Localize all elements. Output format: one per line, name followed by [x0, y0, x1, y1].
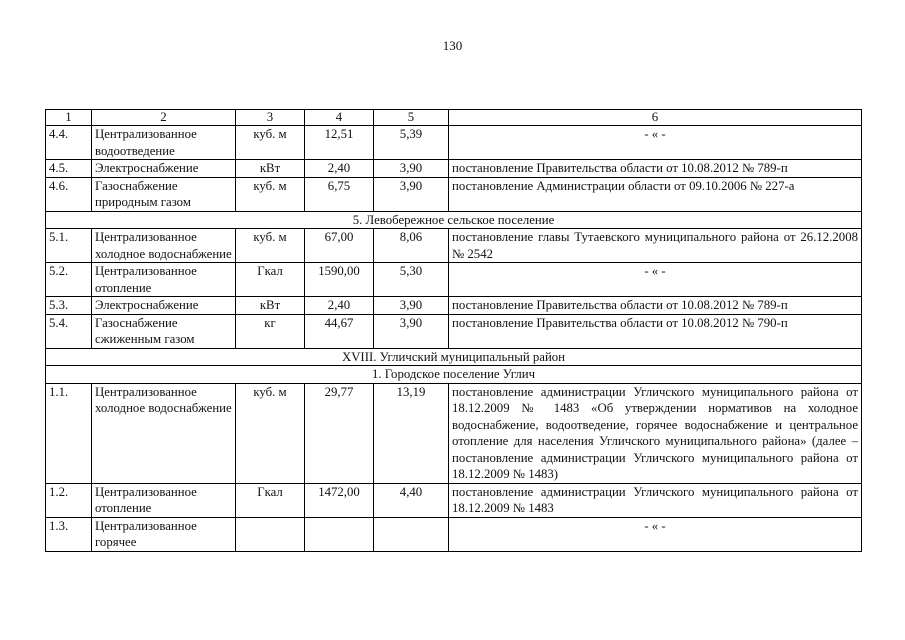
service-name-cell: Газоснабжение сжиженным газом: [92, 314, 236, 348]
rate-value-cell: 13,19: [374, 383, 449, 483]
header-cell-2: 2: [92, 110, 236, 126]
rate-value-cell: 5,30: [374, 263, 449, 297]
unit-cell: куб. м: [236, 177, 305, 211]
row-number-cell: 5.2.: [46, 263, 92, 297]
header-cell-1: 1: [46, 110, 92, 126]
header-cell-5: 5: [374, 110, 449, 126]
document-cell: - « -: [449, 263, 862, 297]
table-row: [46, 126, 862, 160]
service-name-cell: Электроснабжение: [92, 297, 236, 315]
norm-value-cell: 1590,00: [305, 263, 374, 297]
header-cell-4: 4: [305, 110, 374, 126]
row-number-cell: 5.1.: [46, 229, 92, 263]
document-cell: постановление администрации Угличского муниципального района от 18.12.2009 № 1483: [449, 483, 862, 517]
header-cell-3: 3: [236, 110, 305, 126]
rate-value-cell: 5,39: [374, 126, 449, 160]
service-name-cell: Централизованное водоотведение: [92, 126, 236, 160]
document-cell: постановление Правительства области от 10.08.2012 № 789-п: [449, 297, 862, 315]
norm-value-cell: 29,77: [305, 383, 374, 483]
table-row: [46, 517, 862, 551]
rate-value-cell: 3,90: [374, 160, 449, 178]
service-name-cell: Централизованное холодное водоснабжение: [92, 383, 236, 483]
table-row: [46, 263, 862, 297]
norm-value-cell: 2,40: [305, 297, 374, 315]
unit-cell: куб. м: [236, 383, 305, 483]
document-cell: постановление Правительства области от 10.08.2012 № 790-п: [449, 314, 862, 348]
table-row: [46, 314, 862, 348]
document-cell: - « -: [449, 517, 862, 551]
unit-cell: [236, 517, 305, 551]
document-cell: постановление главы Тутаевского муниципального района от 26.12.2008 № 2542: [449, 229, 862, 263]
table-row: [46, 229, 862, 263]
service-name-cell: Электроснабжение: [92, 160, 236, 178]
row-number-cell: 1.2.: [46, 483, 92, 517]
rate-value-cell: 3,90: [374, 177, 449, 211]
rate-value-cell: 3,90: [374, 297, 449, 315]
norm-value-cell: 44,67: [305, 314, 374, 348]
document-cell: постановление Правительства области от 10.08.2012 № 789-п: [449, 160, 862, 178]
rate-value-cell: 4,40: [374, 483, 449, 517]
norm-value-cell: 6,75: [305, 177, 374, 211]
unit-cell: куб. м: [236, 126, 305, 160]
table-body: [46, 110, 862, 552]
norm-value-cell: 67,00: [305, 229, 374, 263]
row-number-cell: 1.3.: [46, 517, 92, 551]
document-cell: - « -: [449, 126, 862, 160]
service-name-cell: Газоснабжение природным газом: [92, 177, 236, 211]
section-row: [46, 348, 862, 366]
norm-value-cell: 2,40: [305, 160, 374, 178]
unit-cell: кВт: [236, 297, 305, 315]
unit-cell: кг: [236, 314, 305, 348]
page-number: 130: [442, 38, 463, 53]
norm-value-cell: 12,51: [305, 126, 374, 160]
table-row: [46, 160, 862, 178]
unit-cell: Гкал: [236, 483, 305, 517]
norm-value-cell: [305, 517, 374, 551]
tariff-table: [45, 109, 862, 552]
rate-value-cell: 3,90: [374, 314, 449, 348]
section-title: 1. Городское поселение Углич: [46, 366, 862, 384]
service-name-cell: Централизованное отопление: [92, 483, 236, 517]
section-title: XVIII. Угличский муниципальный район: [46, 348, 862, 366]
row-number-cell: 1.1.: [46, 383, 92, 483]
rate-value-cell: [374, 517, 449, 551]
section-row: [46, 211, 862, 229]
table-row: [46, 177, 862, 211]
norm-value-cell: 1472,00: [305, 483, 374, 517]
table-row: [46, 383, 862, 483]
table-row: [46, 483, 862, 517]
row-number-cell: 4.4.: [46, 126, 92, 160]
service-name-cell: Централизованное холодное водоснабжение: [92, 229, 236, 263]
service-name-cell: Централизованное отопление: [92, 263, 236, 297]
row-number-cell: 4.5.: [46, 160, 92, 178]
row-number-cell: 5.3.: [46, 297, 92, 315]
document-cell: постановление Администрации области от 09.10.2006 № 227-а: [449, 177, 862, 211]
rate-value-cell: 8,06: [374, 229, 449, 263]
table-header-row: [46, 110, 862, 126]
unit-cell: Гкал: [236, 263, 305, 297]
unit-cell: кВт: [236, 160, 305, 178]
unit-cell: куб. м: [236, 229, 305, 263]
document-cell: постановление администрации Угличского муниципального района от 18.12.2009 № 1483 «Об утверждении нормативов на холодное водоснабжение, водоотведение, горячее водоснабжение и центральное отопление для населения Угличского муниципального района» (далее – постановление администрации Угличского муниципального района от 18.12.2009 № 1483): [449, 383, 862, 483]
row-number-cell: 4.6.: [46, 177, 92, 211]
section-row: [46, 366, 862, 384]
row-number-cell: 5.4.: [46, 314, 92, 348]
header-cell-6: 6: [449, 110, 862, 126]
service-name-cell: Централизованное горячее: [92, 517, 236, 551]
section-title: 5. Левобережное сельское поселение: [46, 211, 862, 229]
table-row: [46, 297, 862, 315]
